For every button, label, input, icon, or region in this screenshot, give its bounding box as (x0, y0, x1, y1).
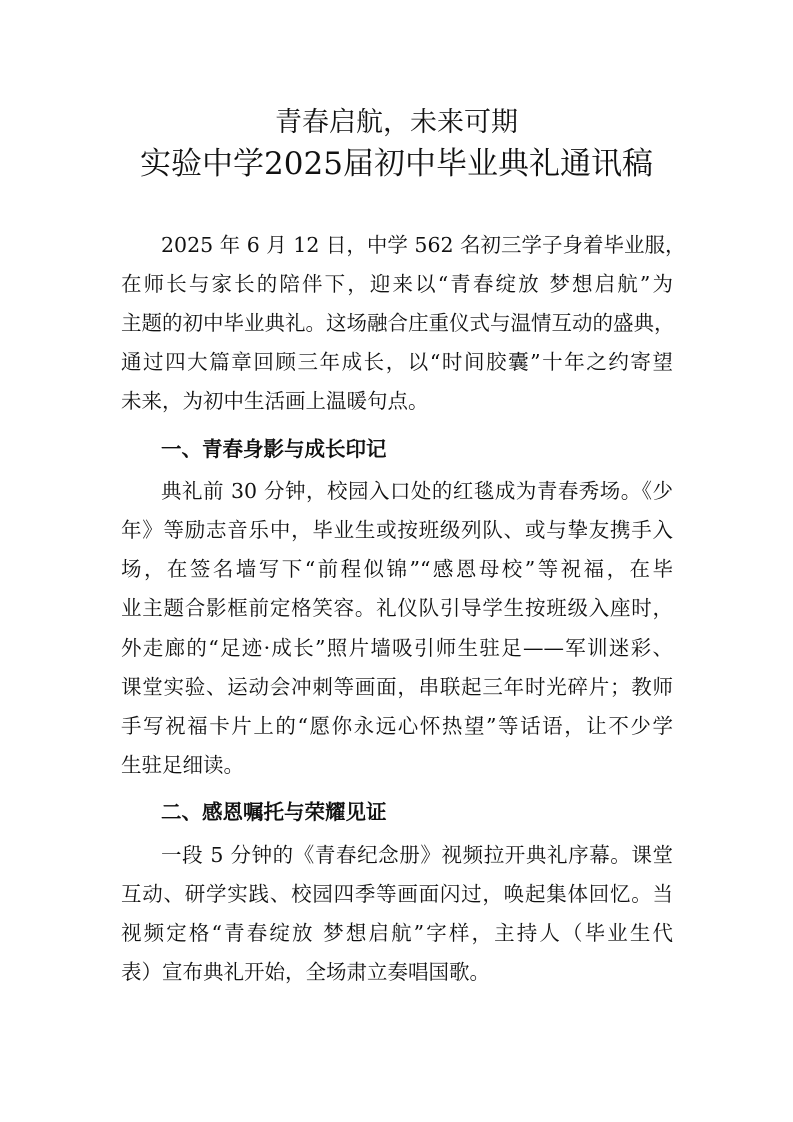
text-line: 手写祝福卡片上的“愿你永远心怀热望”等话语，让不少学 (121, 714, 673, 738)
text-line: 2025 年 6 月 12 日，中学 562 名初三学子身着毕业服， (161, 233, 686, 257)
text-line: 典礼前 30 分钟，校园入口处的红毯成为青春秀场。《少 (161, 479, 673, 503)
document-title: 青春启航，未来可期 (275, 107, 518, 138)
text-line: 一段 5 分钟的《青春纪念册》视频拉开典礼序幕。课堂 (161, 843, 673, 867)
text-line: 业主题合影框前定格笑容。礼仪队引导学生按班级入座时， (121, 596, 673, 620)
text-line: 视频定格“青春绽放 梦想启航”字样，主持人（毕业生代 (121, 921, 673, 945)
text-line: 互动、研学实践、校园四季等画面闪过，唤起集体回忆。当 (121, 882, 673, 906)
document-subtitle: 实验中学2025届初中毕业典礼通讯稿 (140, 146, 653, 182)
text-line: 外走廊的“足迹·成长”照片墙吸引师生驻足——军训迷彩、 (121, 636, 673, 660)
text-line: 通过四大篇章回顾三年成长，以“时间胶囊”十年之约寄望 (121, 350, 673, 374)
text-line: 课堂实验、运动会冲刺等画面，串联起三年时光碎片；教师 (121, 675, 673, 699)
text-line: 场，在签名墙写下“前程似锦”“感恩母校”等祝福，在毕 (121, 557, 673, 581)
text-line: 未来，为初中生活画上温暖句点。 (121, 389, 429, 413)
text-line: 主题的初中毕业典礼。这场融合庄重仪式与温情互动的盛典， (121, 311, 675, 335)
text-line: 表）宣布典礼开始，全场肃立奏唱国歌。 (121, 960, 490, 984)
text-line: 在师长与家长的陪伴下，迎来以“青春绽放 梦想启航”为 (121, 272, 673, 296)
text-line: 生驻足细读。 (121, 753, 244, 777)
text-line: 年》等励志音乐中，毕业生或按班级列队、或与挚友携手入 (121, 518, 673, 542)
section-heading-2: 二、感恩嘱托与荣耀见证 (161, 800, 387, 824)
section-heading-1: 一、青春身影与成长印记 (161, 437, 387, 461)
